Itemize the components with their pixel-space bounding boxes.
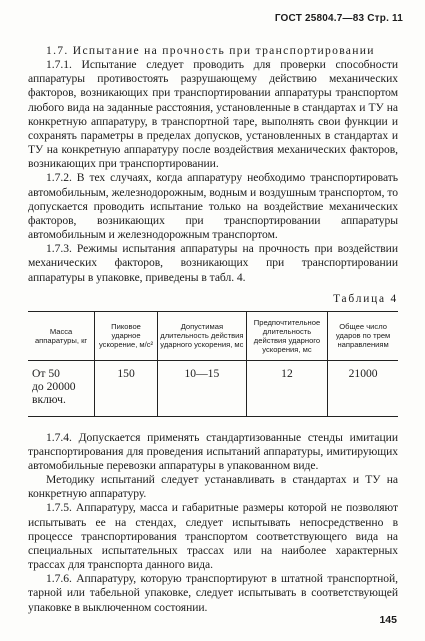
table-row — [28, 360, 398, 416]
header-preferred-duration: Предпочтительное длительность действия ударного ускорения, мс — [246, 311, 327, 360]
cell-peak-acceleration: 150 — [95, 360, 158, 416]
page-number: 145 — [379, 614, 397, 626]
paragraph-1-7-3: 1.7.3. Режимы испытания аппаратуры на прочность при воздействии механических факторов, возникающих при транспортировании аппаратуры в упаковке, приведены в табл. 4. — [28, 242, 398, 284]
cell-preferred-duration: 12 — [246, 360, 327, 416]
page-header: ГОСТ 25804.7—83 Стр. 11 — [274, 13, 403, 24]
header-peak-acceleration: Пиковое ударное ускорение, м/с² — [95, 311, 158, 360]
table-caption: Таблица 4 — [333, 292, 398, 305]
paragraph-1-7-1: 1.7.1. Испытание следует проводить для проверки способности аппаратуры противостоять разрушающему действию механических факторов, возникающих при транспортировании аппаратуры транспортом любого вида на заданные расстояния, установленные в стандартах и ТУ на конкретную аппаратуру, в транспортной таре, выполнять свои функции и сохранять параметры в пределах допусков, установленных в стандартах и ТУ на конкретную аппаратуру после воздействия механических факторов, возникающих при транспортировании. — [28, 58, 398, 171]
paragraph-1-7-5: 1.7.5. Аппаратуру, масса и габаритные размеры которой не позволяют испытывать ее на стендах, следует испытывать непосредственно в процессе транспортирования транспортом соответствующего вида на специальных испытательных трассах или на наиболее характерных трассах для транспорта данного вида. — [28, 501, 398, 572]
paragraph-method: Методику испытаний следует устанавливать в стандартах и ТУ на конкретную аппаратуру. — [28, 473, 398, 501]
paragraph-1-7-2: 1.7.2. В тех случаях, когда аппаратуру необходимо транспортировать автомобильным, железнодорожным, водным и воздушным транспортом, то допускается проводить испытание только на воздействие механических факторов, возникающих при транспортировании аппаратуры автомобильным и железнодорожным транспортом. — [28, 171, 398, 242]
page-body — [28, 44, 398, 615]
paragraph-1-7-4: 1.7.4. Допускается применять стандартизованные стенды имитации транспортирования для проведения испытаний аппаратуры, имитирующих автомобильные перевозки аппаратуры в упакованном виде. — [28, 430, 398, 472]
header-allowed-duration: Допустимая длительность действия ударного ускорения, мс — [157, 311, 246, 360]
section-title: 1.7. Испытание на прочность при транспортировании — [46, 44, 375, 57]
header-mass: Масса аппаратуры, кг — [28, 311, 95, 360]
table-header-row — [28, 311, 398, 360]
cell-total-impacts: 21000 — [328, 360, 398, 416]
cell-mass: От 50 до 20000 включ. — [28, 360, 95, 416]
header-total-impacts: Общее число ударов по трем направлениям — [328, 311, 398, 360]
cell-allowed-duration: 10—15 — [157, 360, 246, 416]
paragraph-1-7-6: 1.7.6. Аппаратуру, которую транспортируют в штатной транспортной, тарной или табельной упаковке, следует испытывать в соответствующей упаковке в выключенном состоянии. — [28, 572, 398, 614]
table-4 — [28, 311, 398, 417]
